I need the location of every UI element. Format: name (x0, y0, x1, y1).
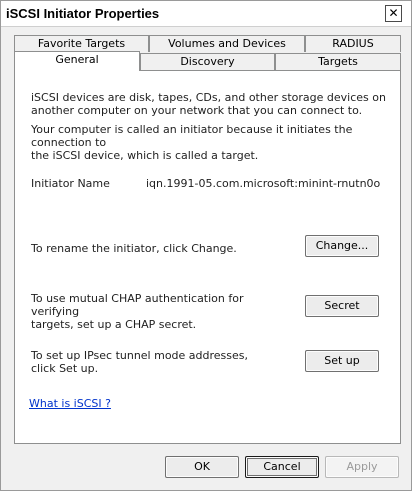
close-button[interactable] (385, 5, 402, 22)
tab-label: RADIUS (332, 37, 374, 50)
apply-button[interactable]: Apply (325, 456, 399, 478)
tab-label: General (55, 53, 99, 66)
initiator-name-label: Initiator Name (31, 177, 110, 190)
setup-button[interactable]: Set up (305, 350, 379, 372)
rename-instructions: To rename the initiator, click Change. (31, 242, 237, 255)
ipsec-instructions-line: click Set up. (31, 362, 99, 375)
tab-label: Discovery (180, 55, 235, 68)
tab-label: Targets (318, 55, 358, 68)
tab-label: Volumes and Devices (168, 37, 286, 50)
intro-text-line: another computer on your network that you can connect to. (31, 104, 363, 117)
chap-instructions-line: targets, set up a CHAP secret. (31, 318, 197, 331)
initiator-description (31, 123, 393, 162)
title-bar[interactable] (1, 1, 411, 27)
tab-general[interactable] (14, 51, 140, 71)
intro-text (31, 91, 391, 117)
tab-discovery[interactable] (140, 53, 275, 70)
tab-volumes-and-devices[interactable] (149, 35, 305, 52)
tab-favorite-targets[interactable] (14, 35, 149, 52)
close-icon: ✕ (388, 6, 399, 20)
what-is-iscsi-link[interactable]: What is iSCSI ? (29, 397, 111, 410)
ipsec-instructions (31, 349, 291, 375)
tab-radius[interactable] (305, 35, 401, 52)
general-tab-panel (14, 70, 401, 444)
ok-button[interactable]: OK (165, 456, 239, 478)
initiator-name-value: iqn.1991-05.com.microsoft:minint-rnutn0o (146, 177, 381, 190)
change-button[interactable]: Change... (305, 235, 379, 257)
initiator-description-line: the iSCSI device, which is called a target. (31, 149, 259, 162)
tab-label: Favorite Targets (37, 37, 126, 50)
ipsec-instructions-line: To set up IPsec tunnel mode addresses, (31, 349, 249, 362)
chap-instructions-line: To use mutual CHAP authentication for verifying (31, 292, 244, 318)
secret-button[interactable]: Secret (305, 295, 379, 317)
chap-instructions (31, 292, 291, 331)
cancel-button[interactable]: Cancel (245, 456, 319, 478)
intro-text-line: iSCSI devices are disk, tapes, CDs, and other storage devices on (31, 91, 386, 104)
window-title: iSCSI Initiator Properties (6, 6, 160, 21)
initiator-description-line: Your computer is called an initiator because it initiates the connection to (31, 123, 353, 149)
tab-targets[interactable] (275, 53, 401, 70)
